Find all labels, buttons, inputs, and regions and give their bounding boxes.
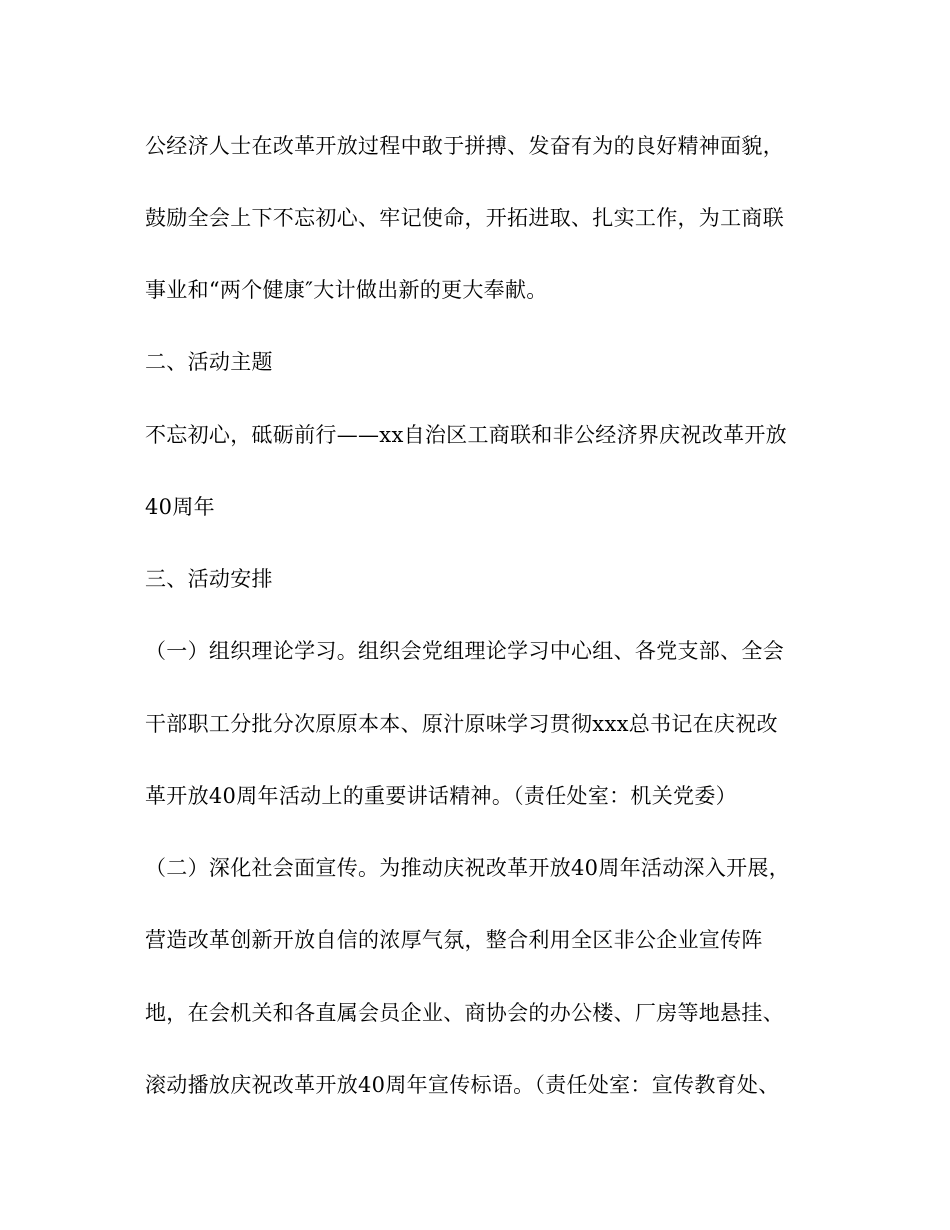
paragraph-line: 事业和“两个健康″大计做出新的更大奉献。 — [145, 278, 548, 302]
section-heading: 二、活动主题 — [145, 350, 273, 374]
paragraph-line: 地，在会机关和各直属会员企业、商协会的办公楼、厂房等地悬挂、 — [145, 1001, 784, 1025]
paragraph-line: 公经济人士在改革开放过程中敢于拼搏、发奋有为的良好精神面貌， — [145, 134, 784, 158]
paragraph-line: （一）组织理论学习。组织会党组理论学习中心组、各党支部、全会 — [145, 639, 784, 663]
paragraph-line: （二）深化社会面宣传。为推动庆祝改革开放40周年活动深入开展， — [145, 856, 791, 880]
paragraph-line: 鼓励全会上下不忘初心、牢记使命，开拓进取、扎实工作，为工商联 — [145, 206, 784, 230]
paragraph-line: 干部职工分批分次原原本本、原汁原味学习贯彻xxx总书记在庆祝改 — [145, 712, 778, 736]
paragraph-line: 40周年 — [145, 495, 215, 519]
paragraph-line: 滚动播放庆祝改革开放40周年宣传标语。（责任处室：宣传教育处、 — [145, 1073, 780, 1097]
section-heading: 三、活动安排 — [145, 567, 273, 591]
paragraph-line: 不忘初心，砥砺前行——xx自治区工商联和非公经济界庆祝改革开放 — [145, 423, 787, 447]
paragraph-line: 革开放40周年活动上的重要讲话精神。（责任处室：机关党委） — [145, 784, 737, 808]
paragraph-line: 营造改革创新开放自信的浓厚气氛，整合利用全区非公企业宣传阵 — [145, 928, 763, 952]
